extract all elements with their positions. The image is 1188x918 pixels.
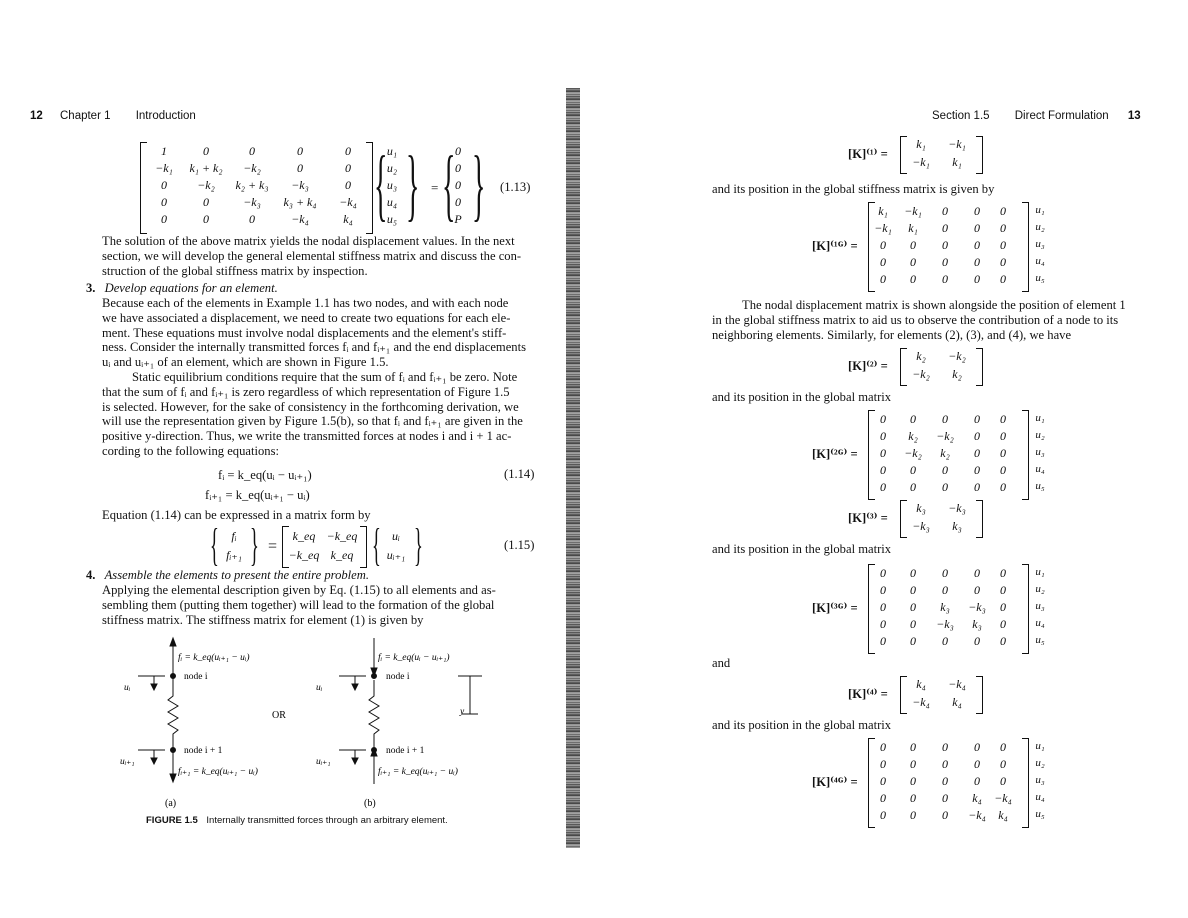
global-stiffness-matrix bbox=[812, 410, 1052, 502]
bracket-right bbox=[976, 500, 983, 538]
displacement-label: u₃ bbox=[1035, 446, 1045, 458]
matrix-cell: 0 bbox=[161, 195, 167, 209]
matrix-cell: 0 bbox=[880, 566, 886, 580]
text-line: ness. Consider the internally transmitted forces fᵢ and fᵢ₊₁ and the end displacements bbox=[102, 340, 526, 355]
fig-a-node-i1: node i + 1 bbox=[184, 746, 223, 756]
element-stiffness-matrix bbox=[848, 136, 1028, 176]
fig-b-node-i: node i bbox=[386, 672, 410, 682]
matrix-cell: 0 bbox=[880, 774, 886, 788]
matrix-cell: 0 bbox=[1000, 617, 1006, 631]
vector-cell: u₅ bbox=[386, 212, 398, 226]
vector-cell: u₃ bbox=[386, 178, 398, 192]
matrix-cell: 0 bbox=[910, 600, 916, 614]
text-line: is selected. However, for the sake of consistency in the forthcoming derivation, we bbox=[102, 399, 519, 414]
matrix-cell: −k₄ bbox=[948, 677, 966, 691]
matrix-cell: 0 bbox=[203, 212, 209, 226]
eq115-rhs-brace-right: } bbox=[414, 519, 423, 570]
matrix-cell: −k₂ bbox=[904, 446, 922, 460]
eq115-m22: k_eq bbox=[330, 548, 354, 562]
vector-cell: u₁ bbox=[386, 144, 398, 158]
matrix-cell: 0 bbox=[880, 583, 886, 597]
matrix-cell: 0 bbox=[345, 161, 351, 175]
step-4-paragraph bbox=[102, 583, 542, 627]
matrix-cell: k₃ bbox=[940, 600, 950, 614]
step-3-paragraph bbox=[102, 296, 542, 370]
matrix-cell: 0 bbox=[880, 617, 886, 631]
matrix-cell: 0 bbox=[942, 791, 948, 805]
matrix-label: [K]⁽¹ᴳ⁾ = bbox=[812, 239, 858, 253]
eq114-number: (1.14) bbox=[504, 467, 535, 481]
chapter-title: Introduction bbox=[135, 110, 196, 122]
matrix-cell: 0 bbox=[942, 255, 948, 269]
vector-cell: 0 bbox=[455, 161, 461, 175]
matrix-cell: −k₂ bbox=[948, 349, 966, 363]
matrix-cell: −k₃ bbox=[912, 519, 930, 533]
figure-caption-text: Internally transmitted forces through an arbitrary element. bbox=[206, 815, 448, 826]
matrix-cell: 0 bbox=[974, 429, 980, 443]
matrix-label: [K]⁽⁴⁾ = bbox=[848, 687, 888, 701]
matrix-cell: k₁ bbox=[916, 137, 926, 151]
figure-caption bbox=[146, 815, 448, 826]
global-stiffness-matrix bbox=[812, 564, 1052, 656]
element-stiffness-matrix bbox=[848, 500, 1028, 540]
left-page-header bbox=[30, 110, 196, 122]
displacement-label: u₅ bbox=[1035, 808, 1045, 820]
eq115-equals: = bbox=[268, 538, 278, 555]
displacement-label: u₄ bbox=[1035, 791, 1045, 803]
matrix-cell: 0 bbox=[910, 808, 916, 822]
element-stiffness-matrix bbox=[848, 348, 1028, 388]
matrix-cell: 0 bbox=[910, 272, 916, 286]
vector-cell: 0 bbox=[455, 178, 461, 192]
matrix-cell: 0 bbox=[880, 446, 886, 460]
equation-1-13 bbox=[140, 142, 540, 234]
matrix-cell: 0 bbox=[1000, 757, 1006, 771]
text-line: The nodal displacement matrix is shown alongside the position of element 1 bbox=[742, 298, 1126, 312]
global-stiffness-matrix bbox=[812, 738, 1052, 830]
matrix-cell: k₄ bbox=[952, 695, 962, 709]
displacement-label: u₂ bbox=[1035, 757, 1045, 769]
matrix-cell: 0 bbox=[942, 204, 948, 218]
equation-1-15 bbox=[210, 519, 540, 570]
matrix-cell: −k₂ bbox=[912, 367, 930, 381]
eq115-m12: −k_eq bbox=[326, 529, 358, 543]
matrix-cell: −k₂ bbox=[197, 178, 215, 192]
text-line: and its position in the global stiffness matrix is given by bbox=[712, 182, 995, 196]
matrix-cell: 0 bbox=[910, 634, 916, 648]
displacement-label: u₁ bbox=[1035, 412, 1045, 424]
matrix-cell: 0 bbox=[942, 238, 948, 252]
matrix-cell: 0 bbox=[1000, 480, 1006, 494]
text-line: sembling them (putting them together) will lead to the formation of the global bbox=[102, 597, 495, 612]
eq115-m11: k_eq bbox=[292, 529, 316, 543]
matrix-cell: k₃ + k₄ bbox=[283, 195, 317, 209]
matrix-cell: 0 bbox=[942, 757, 948, 771]
fig-a-u-i: uᵢ bbox=[124, 683, 131, 693]
matrix-cell: −k₃ bbox=[243, 195, 261, 209]
text-line: uᵢ and uᵢ₊₁ of an element, which are shown in Figure 1.5. bbox=[102, 355, 389, 370]
matrix-cell: −k₃ bbox=[948, 501, 966, 515]
matrix-cell: 0 bbox=[1000, 446, 1006, 460]
matrix-cell: 0 bbox=[1000, 429, 1006, 443]
step-3-paragraph-2 bbox=[102, 370, 542, 459]
matrix-cell: −k₂ bbox=[243, 161, 261, 175]
matrix-cell: 0 bbox=[910, 583, 916, 597]
matrix-cell: 0 bbox=[942, 566, 948, 580]
matrix-cell: 0 bbox=[910, 412, 916, 426]
matrix-cell: 0 bbox=[203, 144, 209, 158]
matrix-cell: 0 bbox=[942, 412, 948, 426]
matrix-cell: 0 bbox=[880, 757, 886, 771]
eq113-equals: = bbox=[431, 180, 439, 195]
eq115-rhs-2: uᵢ₊₁ bbox=[386, 548, 406, 562]
eq115-m21: −k_eq bbox=[288, 548, 320, 562]
matrix-cell: −k₄ bbox=[291, 212, 309, 226]
matrix-cell: k₁ bbox=[952, 155, 962, 169]
matrix-cell: −k₁ bbox=[874, 221, 892, 235]
matrix-cell: k₃ bbox=[972, 617, 982, 631]
matrix-cell: −k₄ bbox=[339, 195, 357, 209]
matrix-cell: 0 bbox=[974, 757, 980, 771]
eq115-rhs-1: uᵢ bbox=[392, 529, 400, 543]
matrix-cell: 0 bbox=[880, 791, 886, 805]
text-line: will use the representation given by Figure 1.5(b), so that fᵢ and fᵢ₊₁ are given in the bbox=[102, 414, 523, 429]
matrix-cell: 0 bbox=[942, 740, 948, 754]
eq115-rhs-brace-left: { bbox=[372, 519, 381, 570]
vector-cell: u₂ bbox=[386, 161, 398, 175]
right-page-header bbox=[932, 110, 1141, 122]
vector-cell: 0 bbox=[455, 195, 461, 209]
text-line: struction of the global stiffness matrix by inspection. bbox=[102, 263, 368, 278]
matrix-cell: 0 bbox=[249, 212, 255, 226]
eq114-line-2: fᵢ₊₁ = k_eq(uᵢ₊₁ − uᵢ) bbox=[205, 488, 310, 502]
matrix-label: [K]⁽²⁾ = bbox=[848, 359, 888, 373]
matrix-cell: −k₁ bbox=[904, 204, 922, 218]
matrix-cell: k₂ bbox=[908, 429, 918, 443]
displacement-label: u₄ bbox=[1035, 617, 1045, 629]
fig-label-b: (b) bbox=[364, 798, 376, 809]
matrix-cell: k₂ bbox=[952, 367, 962, 381]
matrix-cell: k₁ bbox=[878, 204, 888, 218]
matrix-cell: 0 bbox=[910, 480, 916, 494]
fig-b-bottom-force: fᵢ₊₁ = k_eq(uᵢ₊₁ − uᵢ) bbox=[378, 767, 458, 777]
matrix-cell: 0 bbox=[1000, 238, 1006, 252]
matrix-cell: 0 bbox=[880, 480, 886, 494]
matrix-cell: 0 bbox=[910, 238, 916, 252]
text-line: that the sum of fᵢ and fᵢ₊₁ is zero regardless of which representation of Figure 1.5 bbox=[102, 384, 510, 399]
matrix-cell: 0 bbox=[974, 583, 980, 597]
matrix-cell: 0 bbox=[1000, 255, 1006, 269]
matrix-cell: 0 bbox=[1000, 412, 1006, 426]
matrix-cell: 0 bbox=[1000, 566, 1006, 580]
matrix-cell: 0 bbox=[942, 808, 948, 822]
matrix-cell: k₂ + k₃ bbox=[235, 178, 269, 192]
matrix-cell: 0 bbox=[974, 221, 980, 235]
fig-label-a: (a) bbox=[165, 798, 177, 809]
text-line: and its position in the global matrix bbox=[712, 390, 892, 404]
matrix-cell: 0 bbox=[1000, 634, 1006, 648]
eq115-number: (1.15) bbox=[504, 538, 535, 552]
matrix-cell: 0 bbox=[880, 463, 886, 477]
matrix-cell: 0 bbox=[203, 195, 209, 209]
matrix-label: [K]⁽³ᴳ⁾ = bbox=[812, 601, 858, 615]
matrix-cell: 0 bbox=[942, 583, 948, 597]
matrix-cell: k₄ bbox=[972, 791, 982, 805]
figure-1-5 bbox=[110, 632, 510, 832]
global-stiffness-matrix bbox=[812, 202, 1052, 294]
text-line: positive y-direction. Thus, we write the transmitted forces at nodes i and i + 1 ac- bbox=[102, 429, 512, 444]
matrix-cell: 0 bbox=[910, 774, 916, 788]
matrix-cell: −k₂ bbox=[936, 429, 954, 443]
figure-caption-label: FIGURE 1.5 bbox=[146, 815, 198, 826]
fig-a-u-i1: uᵢ₊₁ bbox=[120, 757, 135, 767]
displacement-label: u₄ bbox=[1035, 463, 1045, 475]
displacement-label: u₄ bbox=[1035, 255, 1045, 267]
displacement-label: u₃ bbox=[1035, 238, 1045, 250]
matrix-cell: 0 bbox=[345, 178, 351, 192]
matrix-cell: −k₃ bbox=[968, 600, 986, 614]
matrix-cell: k₃ bbox=[916, 501, 926, 515]
eq113-u-brace-left: { bbox=[374, 141, 388, 229]
displacement-label: u₂ bbox=[1035, 583, 1045, 595]
matrix-label: [K]⁽³⁾ = bbox=[848, 511, 888, 525]
step-4-title: Assemble the elements to present the entire problem. bbox=[104, 568, 370, 582]
fig-a-node-i: node i bbox=[184, 672, 208, 682]
eq114-line-1: fᵢ = k_eq(uᵢ − uᵢ₊₁) bbox=[218, 468, 312, 482]
matrix-cell: −k₃ bbox=[291, 178, 309, 192]
matrix-cell: 0 bbox=[974, 740, 980, 754]
fig-b-u-i1: uᵢ₊₁ bbox=[316, 757, 331, 767]
matrix-cell: k₄ bbox=[343, 212, 353, 226]
matrix-cell: 0 bbox=[910, 791, 916, 805]
matrix-cell: k₄ bbox=[998, 808, 1008, 822]
displacement-label: u₁ bbox=[1035, 566, 1045, 578]
matrix-cell: 0 bbox=[880, 600, 886, 614]
matrix-cell: 0 bbox=[910, 757, 916, 771]
eq115-lhs-brace-left: { bbox=[210, 519, 219, 570]
displacement-label: u₁ bbox=[1035, 204, 1045, 216]
fig-a-top-force: fᵢ = k_eq(uᵢ₊₁ − uᵢ) bbox=[178, 653, 250, 663]
matrix-label: [K]⁽⁴ᴳ⁾ = bbox=[812, 775, 858, 789]
step-3-heading bbox=[86, 281, 278, 296]
matrix-cell: 0 bbox=[880, 412, 886, 426]
matrix-cell: 0 bbox=[910, 463, 916, 477]
matrix-cell: 0 bbox=[974, 238, 980, 252]
matrix-cell: k₃ bbox=[952, 519, 962, 533]
right-page-number: 13 bbox=[1127, 110, 1141, 122]
text-line: in the global stiffness matrix to aid us to observe the contribution of a node to its bbox=[712, 313, 1119, 327]
matrix-cell: 0 bbox=[1000, 600, 1006, 614]
fig-b-node-i1: node i + 1 bbox=[386, 746, 425, 756]
text-line: Static equilibrium conditions require that the sum of fᵢ and fᵢ₊₁ be zero. Note bbox=[132, 370, 518, 384]
step-4-number: 4. bbox=[86, 568, 96, 582]
matrix-cell: 0 bbox=[910, 566, 916, 580]
matrix-cell: 0 bbox=[880, 272, 886, 286]
displacement-label: u₃ bbox=[1035, 774, 1045, 786]
eq113-u-brace-right: } bbox=[406, 141, 420, 229]
matrix-cell: k₂ bbox=[940, 446, 950, 460]
displacement-label: u₅ bbox=[1035, 272, 1045, 284]
matrix-cell: 0 bbox=[1000, 774, 1006, 788]
eq113-number: (1.13) bbox=[500, 180, 531, 194]
matrix-cell: −k₁ bbox=[155, 161, 173, 175]
eq113-rhs-brace-left: { bbox=[442, 141, 456, 229]
text-line: ment. These equations must involve nodal displacements and the element's stiff- bbox=[102, 325, 507, 340]
bracket-right bbox=[976, 348, 983, 386]
matrix-cell: 0 bbox=[974, 480, 980, 494]
displacement-label: u₅ bbox=[1035, 480, 1045, 492]
matrix-cell: 0 bbox=[942, 272, 948, 286]
matrix-cell: 0 bbox=[974, 774, 980, 788]
matrix-cell: 0 bbox=[880, 238, 886, 252]
matrix-cell: 0 bbox=[974, 446, 980, 460]
matrix-cell: 0 bbox=[1000, 204, 1006, 218]
fig-b-top-force: fᵢ = k_eq(uᵢ − uᵢ₊₁) bbox=[378, 653, 450, 663]
displacement-label: u₂ bbox=[1035, 429, 1045, 441]
matrix-cell: −k₄ bbox=[968, 808, 986, 822]
matrix-cell: 0 bbox=[910, 255, 916, 269]
matrix-cell: −k₁ bbox=[948, 137, 966, 151]
matrix-cell: 0 bbox=[161, 212, 167, 226]
matrix-cell: −k₄ bbox=[994, 791, 1012, 805]
displacement-label: u₂ bbox=[1035, 221, 1045, 233]
matrix-cell: k₂ bbox=[916, 349, 926, 363]
text-line: and bbox=[712, 656, 731, 670]
eq115-intro: Equation (1.14) can be expressed in a matrix form by bbox=[102, 508, 371, 522]
text-line: Because each of the elements in Example 1.1 has two nodes, and with each node bbox=[102, 296, 509, 310]
figure-1-5a bbox=[138, 638, 178, 782]
text-line: cording to the following equations: bbox=[102, 443, 279, 458]
matrix-cell: 0 bbox=[974, 272, 980, 286]
fig-or: OR bbox=[272, 710, 286, 721]
matrix-cell: 1 bbox=[161, 144, 167, 158]
matrix-cell: 0 bbox=[910, 740, 916, 754]
text-line: Applying the elemental description given by Eq. (1.15) to all elements and as- bbox=[102, 583, 496, 597]
section-title: Direct Formulation bbox=[1014, 110, 1109, 122]
matrix-cell: 0 bbox=[297, 144, 303, 158]
text-line: stiffness matrix. The stiffness matrix for element (1) is given by bbox=[102, 612, 424, 627]
matrix-cell: 0 bbox=[942, 774, 948, 788]
text-line: we have associated a displacement, we need to create two equations for each ele- bbox=[102, 310, 511, 325]
matrix-cell: 0 bbox=[974, 412, 980, 426]
vector-cell: u₄ bbox=[386, 195, 398, 209]
matrix-label: [K]⁽²ᴳ⁾ = bbox=[812, 447, 858, 461]
eq113-rhs-brace-right: } bbox=[472, 141, 486, 229]
matrix-cell: 0 bbox=[974, 566, 980, 580]
eq115-lhs-2: fᵢ₊₁ bbox=[226, 548, 242, 562]
matrix-cell: 0 bbox=[974, 204, 980, 218]
displacement-label: u₃ bbox=[1035, 600, 1045, 612]
chapter-label: Chapter 1 bbox=[60, 110, 111, 122]
matrix-cell: 0 bbox=[880, 808, 886, 822]
matrix-cell: −k₄ bbox=[912, 695, 930, 709]
text-line: and its position in the global matrix bbox=[712, 718, 892, 732]
matrix-cell: 0 bbox=[942, 634, 948, 648]
matrix-cell: −k₁ bbox=[912, 155, 930, 169]
fig-b-u-i: uᵢ bbox=[316, 683, 323, 693]
matrix-cell: 0 bbox=[880, 255, 886, 269]
matrix-cell: 0 bbox=[942, 463, 948, 477]
matrix-cell: 0 bbox=[1000, 463, 1006, 477]
matrix-cell: 0 bbox=[880, 634, 886, 648]
bracket-right bbox=[976, 676, 983, 714]
vector-cell: P bbox=[454, 212, 462, 226]
fig-y-axis: y bbox=[460, 707, 465, 717]
text-line: section, we will develop the general elemental stiffness matrix and discuss the con- bbox=[102, 248, 522, 263]
matrix-cell: 0 bbox=[297, 161, 303, 175]
step-3-title: Develop equations for an element. bbox=[104, 281, 278, 295]
matrix-cell: k₄ bbox=[916, 677, 926, 691]
left-page-number: 12 bbox=[30, 110, 43, 122]
eq115-lhs-1: fᵢ bbox=[231, 529, 237, 543]
matrix-cell: 0 bbox=[974, 634, 980, 648]
matrix-cell: k₁ + k₂ bbox=[189, 161, 223, 175]
matrix-cell: 0 bbox=[161, 178, 167, 192]
displacement-label: u₅ bbox=[1035, 634, 1045, 646]
step-3-number: 3. bbox=[86, 281, 96, 295]
displacement-label: u₁ bbox=[1035, 740, 1045, 752]
matrix-label: [K]⁽¹⁾ = bbox=[848, 147, 888, 161]
matrix-cell: k₁ bbox=[908, 221, 918, 235]
matrix-cell: 0 bbox=[249, 144, 255, 158]
matrix-cell: 0 bbox=[1000, 221, 1006, 235]
matrix-cell: 0 bbox=[974, 255, 980, 269]
eq115-lhs-brace-right: } bbox=[250, 519, 259, 570]
matrix-cell: 0 bbox=[1000, 272, 1006, 286]
vector-cell: 0 bbox=[455, 144, 461, 158]
matrix-cell: 0 bbox=[942, 480, 948, 494]
text-line: The solution of the above matrix yields the nodal displacement values. In the next bbox=[102, 234, 515, 248]
fig-a-bottom-force: fᵢ₊₁ = k_eq(uᵢ₊₁ − uᵢ) bbox=[178, 767, 258, 777]
matrix-cell: 0 bbox=[880, 740, 886, 754]
step-4-heading bbox=[86, 568, 369, 583]
matrix-cell: 0 bbox=[880, 429, 886, 443]
matrix-cell: 0 bbox=[1000, 740, 1006, 754]
matrix-cell: −k₃ bbox=[936, 617, 954, 631]
matrix-cell: 0 bbox=[974, 463, 980, 477]
element-stiffness-matrix bbox=[848, 676, 1028, 716]
matrix-cell: 0 bbox=[1000, 583, 1006, 597]
book-spine bbox=[566, 88, 580, 848]
text-line: neighboring elements. Similarly, for elements (2), (3), and (4), we have bbox=[712, 328, 1072, 342]
matrix-cell: 0 bbox=[910, 617, 916, 631]
matrix-cell: 0 bbox=[942, 221, 948, 235]
section-label: Section 1.5 bbox=[932, 110, 990, 122]
text-line: and its position in the global matrix bbox=[712, 542, 892, 556]
bracket-right bbox=[976, 136, 983, 174]
paragraph-solution bbox=[102, 234, 542, 278]
matrix-cell: 0 bbox=[345, 144, 351, 158]
